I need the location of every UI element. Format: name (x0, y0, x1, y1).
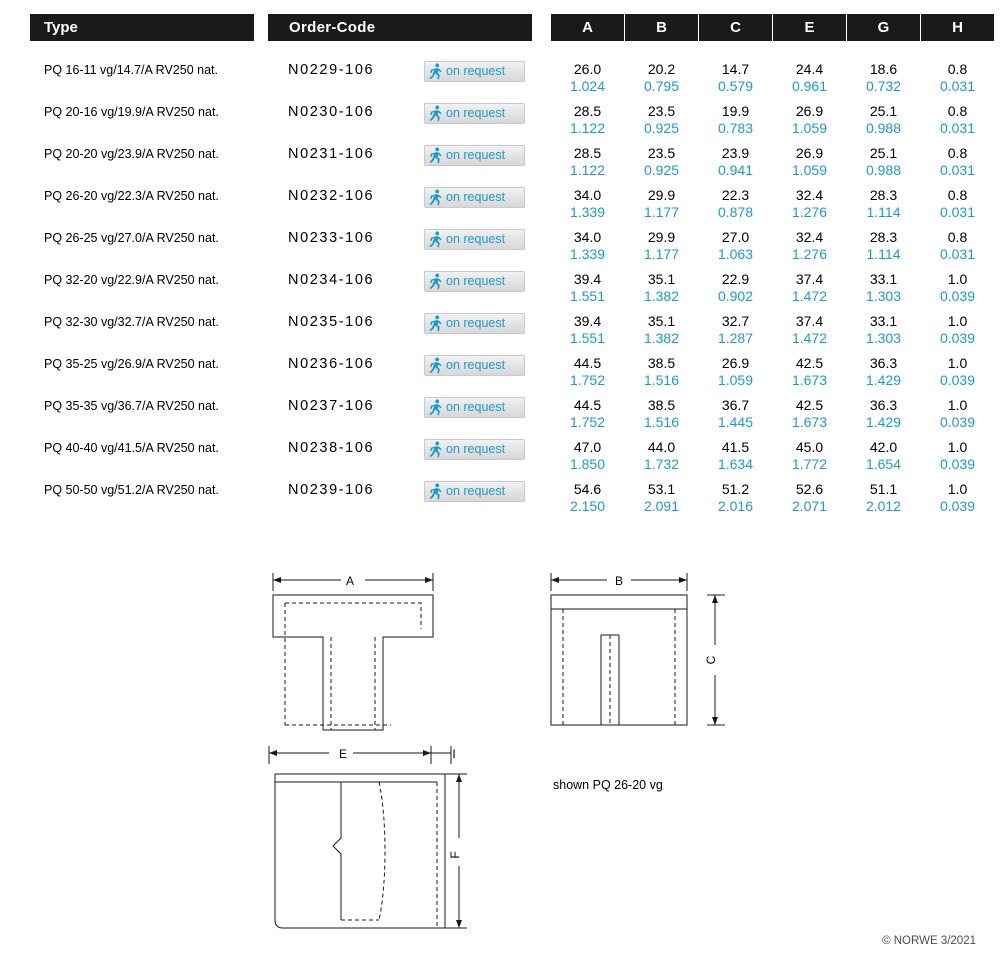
value-inch: 1.382 (643, 288, 680, 304)
value-mm: 0.8 (947, 145, 968, 161)
value-inch: 1.276 (791, 204, 828, 220)
cell-type: PQ 40-40 vg/41.5/A RV250 nat. (44, 441, 219, 455)
cell-order-code: N0238-106 (288, 440, 375, 456)
on-request-label: on request (446, 190, 506, 205)
cell-type: PQ 26-25 vg/27.0/A RV250 nat. (44, 231, 219, 245)
value-inch: 1.429 (865, 414, 902, 430)
value-inch: 0.795 (643, 78, 680, 94)
value-mm: 39.4 (573, 313, 602, 329)
cell-dimension-h (921, 145, 994, 179)
value-mm: 26.9 (795, 103, 824, 119)
value-mm: 24.4 (795, 61, 824, 77)
cell-order-code: N0236-106 (288, 356, 375, 372)
value-inch: 0.941 (717, 162, 754, 178)
value-inch: 1.472 (791, 288, 828, 304)
value-mm: 28.3 (869, 187, 898, 203)
cell-dimension-e (773, 481, 846, 515)
value-inch: 0.902 (717, 288, 754, 304)
value-mm: 23.5 (647, 145, 676, 161)
dimension-header-row (551, 14, 994, 41)
runner-icon (428, 441, 444, 458)
value-inch: 1.114 (866, 204, 901, 220)
value-mm: 47.0 (573, 439, 602, 455)
cell-dimension-c (699, 103, 772, 137)
cell-dimension-h (921, 103, 994, 137)
dimension-label-a: A (345, 574, 355, 588)
cell-dimension-h (921, 397, 994, 431)
value-mm: 23.9 (721, 145, 750, 161)
cell-type: PQ 35-25 vg/26.9/A RV250 nat. (44, 357, 219, 371)
value-inch: 0.925 (643, 162, 680, 178)
value-mm: 1.0 (947, 439, 968, 455)
value-inch: 1.382 (643, 330, 680, 346)
value-inch: 0.579 (717, 78, 754, 94)
cell-dimension-c (699, 313, 772, 347)
value-inch: 1.177 (643, 246, 680, 262)
drawing-top-view-efi (255, 738, 555, 953)
cell-dimension-a (551, 229, 624, 263)
cell-dimension-g (847, 439, 920, 473)
value-inch: 1.122 (569, 120, 606, 136)
value-mm: 0.8 (947, 61, 968, 77)
value-mm: 33.1 (869, 271, 898, 287)
cell-dimension-a (551, 313, 624, 347)
on-request-button[interactable] (424, 439, 525, 460)
on-request-label: on request (446, 64, 506, 79)
column-header-b: B (625, 14, 698, 41)
cell-dimension-e (773, 61, 846, 95)
value-mm: 42.5 (795, 397, 824, 413)
table-row (0, 474, 1000, 516)
value-inch: 1.472 (791, 330, 828, 346)
table-row (0, 96, 1000, 138)
value-inch: 1.276 (791, 246, 828, 262)
on-request-button[interactable] (424, 313, 525, 334)
value-mm: 35.1 (647, 313, 676, 329)
on-request-label: on request (446, 358, 506, 373)
value-inch: 1.339 (569, 204, 606, 220)
cell-dimension-b (625, 355, 698, 389)
on-request-label: on request (446, 106, 506, 121)
value-inch: 2.071 (791, 498, 828, 514)
cell-dimension-g (847, 313, 920, 347)
on-request-button[interactable] (424, 145, 525, 166)
runner-icon (428, 273, 444, 290)
dimension-label-i: I (452, 747, 456, 761)
value-mm: 18.6 (869, 61, 898, 77)
cell-dimension-g (847, 481, 920, 515)
value-inch: 1.850 (569, 456, 606, 472)
cell-dimension-h (921, 187, 994, 221)
cell-dimension-b (625, 439, 698, 473)
value-inch: 1.339 (569, 246, 606, 262)
value-mm: 38.5 (647, 355, 676, 371)
cell-dimension-h (921, 439, 994, 473)
cell-dimension-a (551, 271, 624, 305)
value-mm: 1.0 (947, 355, 968, 371)
cell-dimension-h (921, 271, 994, 305)
column-header-h: H (921, 14, 994, 41)
cell-type: PQ 26-20 vg/22.3/A RV250 nat. (44, 189, 219, 203)
on-request-button[interactable] (424, 481, 525, 502)
value-mm: 34.0 (573, 187, 602, 203)
copyright-text: © NORWE 3/2021 (882, 935, 976, 947)
value-mm: 27.0 (721, 229, 750, 245)
cell-type: PQ 50-50 vg/51.2/A RV250 nat. (44, 483, 219, 497)
value-inch: 0.988 (865, 162, 902, 178)
dimension-label-b: B (614, 574, 624, 588)
value-inch: 0.039 (939, 498, 976, 514)
value-mm: 1.0 (947, 481, 968, 497)
runner-icon (428, 105, 444, 122)
value-mm: 33.1 (869, 313, 898, 329)
value-inch: 0.783 (717, 120, 754, 136)
cell-type: PQ 20-16 vg/19.9/A RV250 nat. (44, 105, 219, 119)
value-mm: 29.9 (647, 187, 676, 203)
cell-dimension-c (699, 187, 772, 221)
value-mm: 32.7 (721, 313, 750, 329)
value-mm: 54.6 (573, 481, 602, 497)
cell-order-code: N0237-106 (288, 398, 375, 414)
value-mm: 0.8 (947, 103, 968, 119)
value-mm: 22.9 (721, 271, 750, 287)
value-mm: 26.0 (573, 61, 602, 77)
value-mm: 51.2 (721, 481, 750, 497)
cell-order-code: N0230-106 (288, 104, 375, 120)
column-header-type: Type (30, 14, 254, 41)
value-mm: 23.5 (647, 103, 676, 119)
value-inch: 1.551 (569, 288, 606, 304)
table-row (0, 390, 1000, 432)
value-inch: 1.024 (569, 78, 606, 94)
on-request-label: on request (446, 148, 506, 163)
value-inch: 0.031 (939, 78, 976, 94)
value-mm: 25.1 (869, 145, 898, 161)
on-request-label: on request (446, 274, 506, 289)
value-inch: 1.673 (791, 414, 828, 430)
value-inch: 0.039 (939, 414, 976, 430)
value-inch: 0.925 (643, 120, 680, 136)
on-request-button[interactable] (424, 103, 525, 124)
value-inch: 1.516 (643, 372, 680, 388)
product-table-body (0, 54, 1000, 516)
value-mm: 53.1 (647, 481, 676, 497)
value-mm: 29.9 (647, 229, 676, 245)
value-inch: 1.752 (569, 414, 606, 430)
on-request-label: on request (446, 316, 506, 331)
value-inch: 1.445 (717, 414, 754, 430)
cell-dimension-g (847, 271, 920, 305)
runner-icon (428, 357, 444, 374)
value-mm: 34.0 (573, 229, 602, 245)
column-header-g: G (847, 14, 920, 41)
cell-type: PQ 32-20 vg/22.9/A RV250 nat. (44, 273, 219, 287)
value-inch: 1.772 (791, 456, 828, 472)
cell-dimension-b (625, 61, 698, 95)
table-row (0, 264, 1000, 306)
value-inch: 1.673 (791, 372, 828, 388)
dimension-label-c: C (704, 655, 718, 665)
cell-dimension-c (699, 355, 772, 389)
on-request-label: on request (446, 484, 506, 499)
cell-dimension-h (921, 229, 994, 263)
cell-type: PQ 16-11 vg/14.7/A RV250 nat. (44, 63, 218, 77)
value-mm: 44.0 (647, 439, 676, 455)
value-inch: 0.039 (939, 372, 976, 388)
value-mm: 28.5 (573, 145, 602, 161)
on-request-button[interactable] (424, 397, 525, 418)
value-mm: 1.0 (947, 397, 968, 413)
runner-icon (428, 315, 444, 332)
drawing-front-view-bc (535, 565, 765, 755)
cell-dimension-g (847, 229, 920, 263)
value-inch: 1.059 (791, 120, 828, 136)
cell-dimension-b (625, 481, 698, 515)
cell-dimension-a (551, 187, 624, 221)
cell-dimension-b (625, 313, 698, 347)
value-inch: 0.031 (939, 162, 976, 178)
table-row (0, 222, 1000, 264)
cell-dimension-g (847, 145, 920, 179)
table-row (0, 432, 1000, 474)
cell-dimension-a (551, 439, 624, 473)
value-mm: 41.5 (721, 439, 750, 455)
cell-dimension-a (551, 145, 624, 179)
column-header-a: A (551, 14, 624, 41)
table-row (0, 138, 1000, 180)
value-inch: 1.122 (569, 162, 606, 178)
cell-dimension-h (921, 313, 994, 347)
on-request-button[interactable] (424, 355, 525, 376)
value-mm: 32.4 (795, 187, 824, 203)
cell-dimension-e (773, 439, 846, 473)
value-mm: 52.6 (795, 481, 824, 497)
value-inch: 0.878 (717, 204, 754, 220)
drawing-side-view-a (255, 565, 555, 755)
cell-dimension-b (625, 145, 698, 179)
value-mm: 35.1 (647, 271, 676, 287)
cell-dimension-e (773, 229, 846, 263)
value-inch: 1.634 (717, 456, 754, 472)
value-mm: 42.0 (869, 439, 898, 455)
value-inch: 2.150 (569, 498, 606, 514)
value-mm: 37.4 (795, 271, 824, 287)
cell-order-code: N0234-106 (288, 272, 375, 288)
value-inch: 1.429 (865, 372, 902, 388)
value-inch: 0.031 (939, 246, 976, 262)
value-mm: 26.9 (795, 145, 824, 161)
value-inch: 1.059 (717, 372, 754, 388)
runner-icon (428, 189, 444, 206)
cell-dimension-e (773, 271, 846, 305)
value-inch: 1.177 (643, 204, 680, 220)
value-inch: 0.039 (939, 330, 976, 346)
cell-dimension-e (773, 313, 846, 347)
value-inch: 1.732 (643, 456, 680, 472)
dimension-label-e: E (338, 747, 348, 761)
runner-icon (428, 483, 444, 500)
on-request-label: on request (446, 232, 506, 247)
value-mm: 38.5 (647, 397, 676, 413)
value-mm: 28.5 (573, 103, 602, 119)
runner-icon (428, 399, 444, 416)
value-mm: 25.1 (869, 103, 898, 119)
value-mm: 45.0 (795, 439, 824, 455)
cell-type: PQ 20-20 vg/23.9/A RV250 nat. (44, 147, 219, 161)
cell-order-code: N0235-106 (288, 314, 375, 330)
cell-dimension-a (551, 481, 624, 515)
value-mm: 0.8 (947, 187, 968, 203)
cell-dimension-e (773, 103, 846, 137)
value-mm: 42.5 (795, 355, 824, 371)
cell-dimension-c (699, 229, 772, 263)
cell-dimension-a (551, 397, 624, 431)
cell-dimension-a (551, 103, 624, 137)
table-row (0, 348, 1000, 390)
value-mm: 1.0 (947, 271, 968, 287)
value-mm: 1.0 (947, 313, 968, 329)
cell-dimension-a (551, 355, 624, 389)
cell-type: PQ 32-30 vg/32.7/A RV250 nat. (44, 315, 219, 329)
value-inch: 1.059 (791, 162, 828, 178)
cell-dimension-g (847, 355, 920, 389)
cell-dimension-e (773, 187, 846, 221)
value-mm: 36.3 (869, 355, 898, 371)
value-inch: 0.039 (939, 288, 976, 304)
column-header-c: C (699, 14, 772, 41)
on-request-button[interactable] (424, 61, 525, 82)
value-mm: 19.9 (721, 103, 750, 119)
value-inch: 0.988 (865, 120, 902, 136)
cell-dimension-e (773, 145, 846, 179)
column-header-order-code: Order-Code (268, 14, 532, 41)
value-mm: 51.1 (869, 481, 898, 497)
value-mm: 37.4 (795, 313, 824, 329)
cell-dimension-b (625, 397, 698, 431)
cell-order-code: N0239-106 (288, 482, 375, 498)
technical-drawings (0, 560, 1000, 960)
table-row (0, 306, 1000, 348)
cell-dimension-c (699, 397, 772, 431)
cell-order-code: N0232-106 (288, 188, 375, 204)
value-inch: 1.287 (717, 330, 754, 346)
cell-dimension-g (847, 103, 920, 137)
on-request-button[interactable] (424, 229, 525, 250)
value-mm: 44.5 (573, 397, 602, 413)
value-mm: 28.3 (869, 229, 898, 245)
cell-order-code: N0229-106 (288, 62, 375, 78)
value-inch: 2.091 (643, 498, 680, 514)
value-inch: 1.516 (643, 414, 680, 430)
cell-dimension-b (625, 271, 698, 305)
drawing-note: shown PQ 26-20 vg (553, 778, 663, 792)
cell-order-code: N0233-106 (288, 230, 375, 246)
runner-icon (428, 231, 444, 248)
value-inch: 0.961 (791, 78, 828, 94)
cell-dimension-c (699, 61, 772, 95)
cell-dimension-g (847, 187, 920, 221)
cell-dimension-h (921, 355, 994, 389)
value-inch: 0.732 (865, 78, 902, 94)
cell-dimension-c (699, 439, 772, 473)
value-mm: 36.7 (721, 397, 750, 413)
table-row (0, 54, 1000, 96)
value-mm: 0.8 (947, 229, 968, 245)
cell-dimension-b (625, 187, 698, 221)
cell-dimension-b (625, 103, 698, 137)
value-mm: 26.9 (721, 355, 750, 371)
cell-dimension-c (699, 145, 772, 179)
value-mm: 14.7 (721, 61, 750, 77)
dimension-label-f: F (448, 851, 462, 859)
value-inch: 1.303 (865, 288, 902, 304)
table-row (0, 180, 1000, 222)
value-inch: 0.031 (939, 120, 976, 136)
value-inch: 1.114 (866, 246, 901, 262)
column-header-e: E (773, 14, 846, 41)
cell-dimension-c (699, 271, 772, 305)
value-mm: 44.5 (573, 355, 602, 371)
value-inch: 1.063 (717, 246, 754, 262)
value-mm: 22.3 (721, 187, 750, 203)
cell-order-code: N0231-106 (288, 146, 375, 162)
value-inch: 0.031 (939, 204, 976, 220)
value-mm: 32.4 (795, 229, 824, 245)
on-request-button[interactable] (424, 271, 525, 292)
cell-dimension-g (847, 397, 920, 431)
value-inch: 1.551 (569, 330, 606, 346)
value-inch: 2.016 (717, 498, 754, 514)
value-inch: 2.012 (865, 498, 902, 514)
cell-type: PQ 35-35 vg/36.7/A RV250 nat. (44, 399, 219, 413)
cell-dimension-e (773, 355, 846, 389)
value-inch: 0.039 (939, 456, 976, 472)
cell-dimension-a (551, 61, 624, 95)
cell-dimension-e (773, 397, 846, 431)
cell-dimension-h (921, 61, 994, 95)
value-mm: 39.4 (573, 271, 602, 287)
cell-dimension-b (625, 229, 698, 263)
runner-icon (428, 147, 444, 164)
cell-dimension-g (847, 61, 920, 95)
on-request-button[interactable] (424, 187, 525, 208)
value-inch: 1.303 (865, 330, 902, 346)
value-inch: 1.752 (569, 372, 606, 388)
cell-dimension-c (699, 481, 772, 515)
value-mm: 20.2 (647, 61, 676, 77)
cell-dimension-h (921, 481, 994, 515)
value-mm: 36.3 (869, 397, 898, 413)
value-inch: 1.654 (865, 456, 902, 472)
on-request-label: on request (446, 400, 506, 415)
on-request-label: on request (446, 442, 506, 457)
runner-icon (428, 63, 444, 80)
